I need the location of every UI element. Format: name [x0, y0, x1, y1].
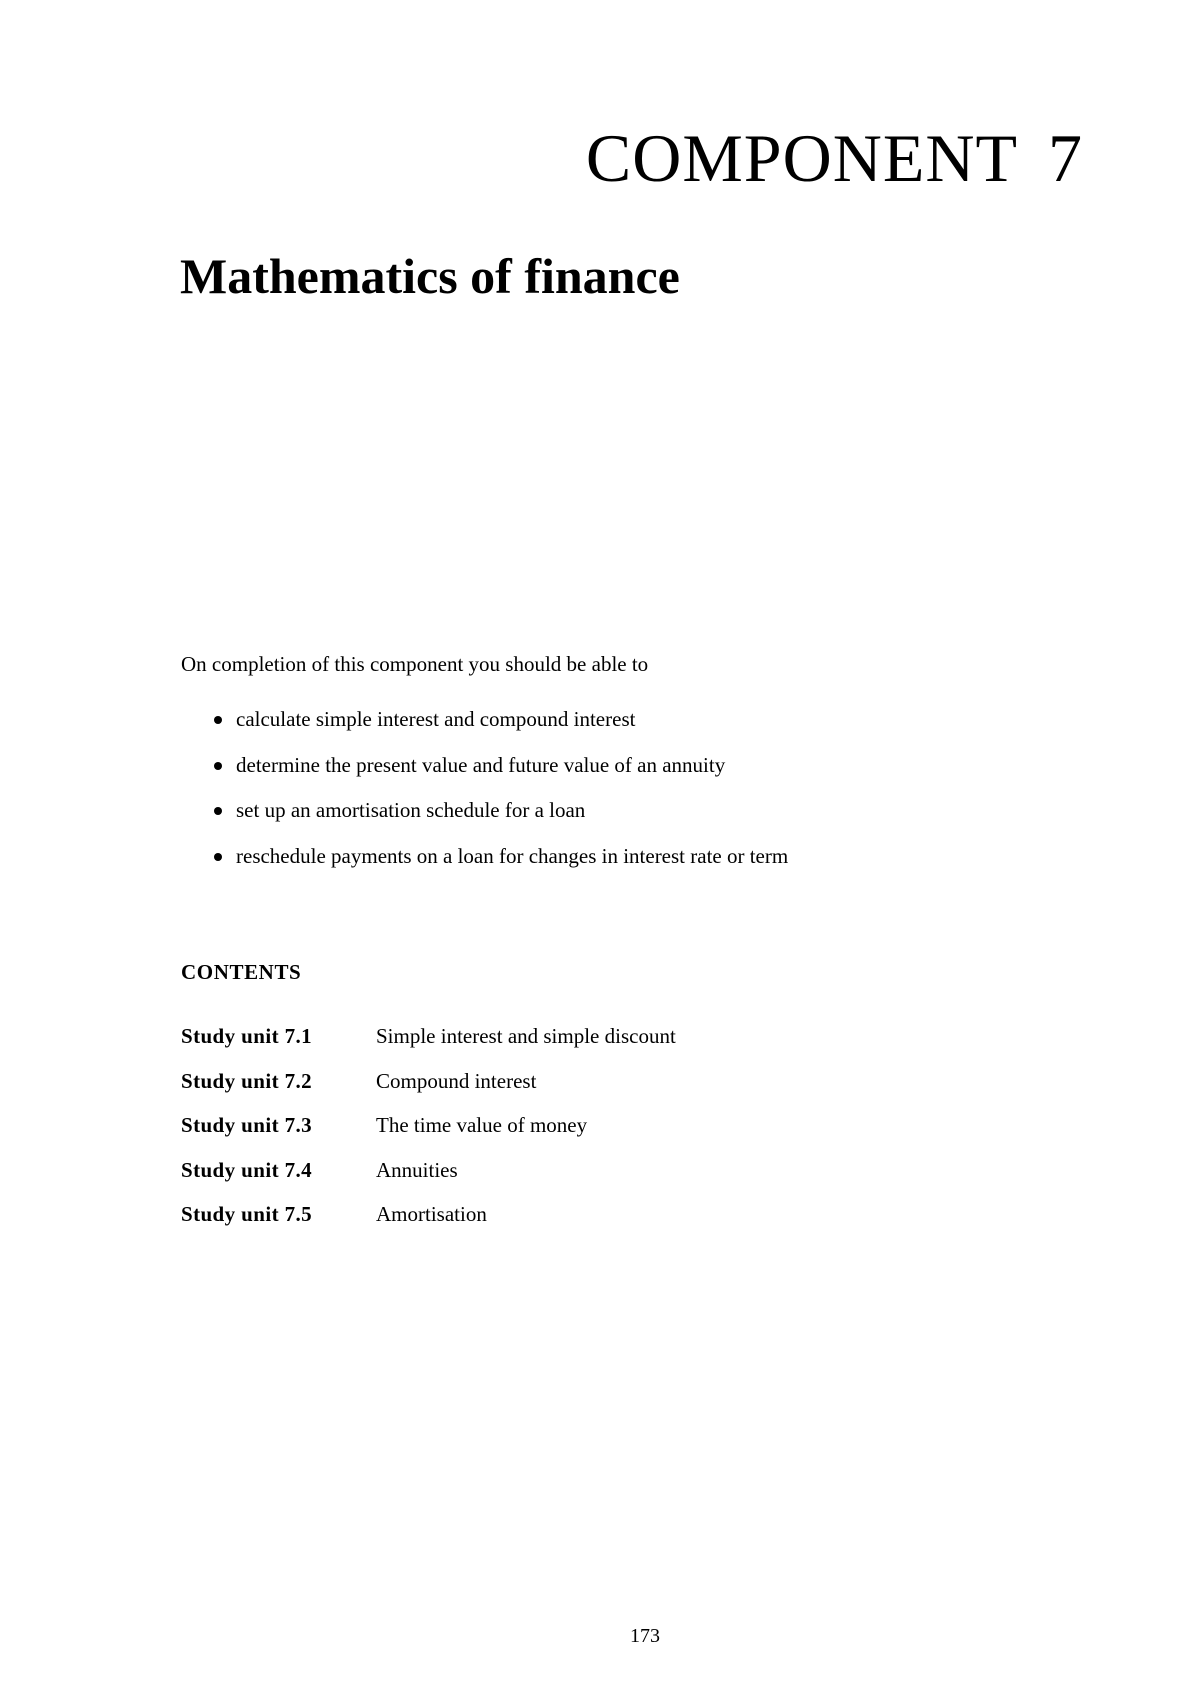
study-unit-label: Study unit 7.1 — [181, 1024, 313, 1048]
bullet-icon — [214, 807, 222, 815]
chapter-title: Mathematics of finance — [180, 248, 680, 304]
contents-entry — [181, 1111, 881, 1156]
study-unit-label: Study unit 7.2 — [181, 1068, 313, 1093]
learning-outcomes-intro: On completion of this component you should be able to — [181, 652, 649, 676]
component-label: COMPONENT — [585, 120, 1018, 196]
study-unit-label: Study unit 7.4 — [181, 1157, 313, 1182]
learning-outcome-text: determine the present value and future value of an annuity — [236, 752, 726, 777]
learning-outcome-text: reschedule payments on a loan for changes in interest rate or term — [236, 843, 789, 868]
contents-entry — [181, 1200, 881, 1245]
learning-outcome-text: calculate simple interest and compound interest — [236, 707, 636, 731]
page-number: 173 — [630, 1625, 660, 1647]
contents-list — [181, 1022, 881, 1245]
study-unit-title: Simple interest and simple discount — [376, 1024, 676, 1048]
study-unit-title: Amortisation — [376, 1202, 487, 1227]
study-unit-label: Study unit 7.5 — [181, 1202, 313, 1227]
component-number: 7 — [1048, 120, 1083, 196]
component-heading — [586, 118, 1083, 198]
study-unit-title: The time value of money — [376, 1113, 588, 1138]
study-unit-title: Compound interest — [376, 1068, 537, 1093]
study-unit-label: Study unit 7.3 — [181, 1113, 313, 1138]
contents-heading: CONTENTS — [181, 960, 302, 984]
bullet-icon — [214, 716, 222, 724]
study-unit-title: Annuities — [376, 1157, 458, 1182]
contents-entry — [181, 1022, 881, 1067]
contents-entry — [181, 1156, 881, 1201]
bullet-icon — [214, 853, 222, 861]
contents-entry — [181, 1067, 881, 1112]
learning-outcome-text: set up an amortisation schedule for a loan — [236, 798, 586, 822]
bullet-icon — [214, 762, 222, 770]
